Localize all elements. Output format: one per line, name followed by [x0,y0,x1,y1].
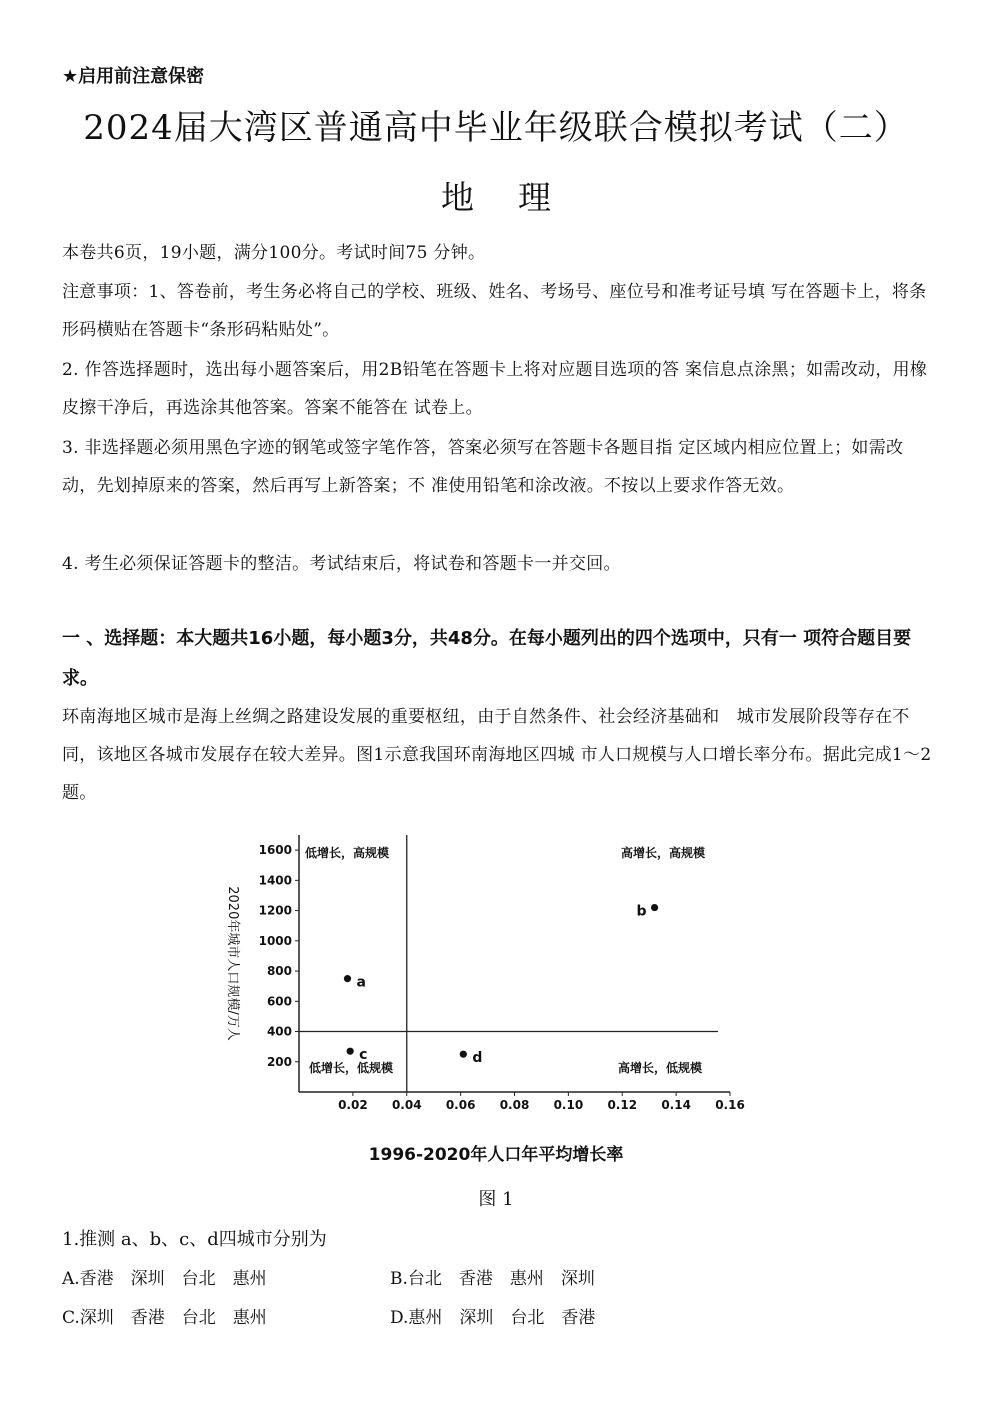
question-1-stem: 1.推测 a、b、c、d四城市分别为 [62,1229,327,1250]
question-stem: 环南海地区城市是海上丝绸之路建设发展的重要枢纽，由于自然条件、社会经济基础和 城市发展阶段等存在不同，该地区各城市发展存在较大差异。图1示意我国环南海地区四城 市人口规模与人口增长率分布。据此完成1～2题。 [62,707,932,803]
data-label-c: c [359,1047,368,1064]
note-2: 2. 作答选择题时，选出每小题答案后，用2B铅笔在答题卡上将对应题目选项的答 案信息点涂黑；如需改动，用橡皮擦干净后，再选涂其他答案。答案不能答在 试卷上。 [62,360,928,418]
option-d[interactable]: D.惠州 深圳 台北 香港 [390,1308,596,1328]
option-a[interactable]: A.香港 深圳 台北 惠州 [62,1269,267,1289]
y-tick-label: 800 [266,964,292,979]
x-tick-label: 0.08 [499,1098,530,1112]
option-b[interactable]: B.台北 香港 惠州 深圳 [390,1269,595,1289]
quadrant-label-bottom-left: 低增长，低规模 [309,1061,394,1075]
y-tick-label: 200 [266,1054,292,1069]
section-heading: 一 、选择题：本大题共16小题，每小题3分，共48分。在每小题列出的四个选项中，只有一 项符合题目要求。 [62,628,912,689]
data-point-c [347,1048,354,1055]
note-3: 3. 非选择题必须用黑色字迹的钢笔或签字笔作答，答案必须写在答题卡各题目指 定区域内相应位置上；如需改动，先划掉原来的答案，然后再写上新答案；不 准使用铅笔和涂改液。不按以上要求作答无效。 [62,438,904,496]
note-1: 注意事项：1、答卷前，考生务必将自己的学校、班级、姓名、考场号、座位号和准考证号填 写在答题卡上，将条形码横贴在答题卡“条形码粘贴处”。 [62,282,927,340]
figure-caption: 图 1 [478,1189,514,1210]
quadrant-label-top-left: 低增长，高规模 [305,846,390,860]
y-tick-label: 1000 [258,933,292,948]
x-tick-label: 0.04 [391,1098,422,1112]
subject-title: 地理 [441,178,595,217]
x-tick-label: 0.06 [445,1098,476,1112]
data-label-a: a [356,974,366,991]
x-tick-label: 0.12 [607,1098,638,1112]
x-tick-label: 0.02 [338,1098,368,1112]
x-tick-label: 0.10 [553,1098,584,1112]
quadrant-label-top-right: 高增长，高规模 [620,846,705,860]
note-4: 4. 考生必须保证答题卡的整洁。考试结束后，将试卷和答题卡一并交回。 [62,554,621,574]
x-tick-label: 0.14 [661,1098,691,1112]
option-c[interactable]: C.深圳 香港 台北 惠州 [62,1308,267,1328]
data-label-d: d [472,1050,483,1067]
confidential-notice: ★启用前注意保密 [62,66,205,87]
scatter-chart [215,830,745,1120]
quadrant-label-bottom-right: 高增长，低规模 [617,1061,702,1075]
y-axis-label: 2020年城市人口规模/万人 [225,886,240,1041]
exam-title: 2024届大湾区普通高中毕业年级联合模拟考试（二） [83,108,909,148]
y-tick-label: 600 [266,994,292,1009]
data-point-a [344,975,351,982]
y-tick-label: 400 [266,1024,292,1039]
y-tick-label: 1200 [258,903,292,918]
y-tick-label: 1600 [258,843,292,858]
y-tick-label: 1400 [258,873,292,888]
data-point-d [460,1051,467,1058]
x-tick-label: 0.16 [715,1098,745,1112]
x-axis-label: 1996-2020年人口年平均增长率 [368,1145,624,1165]
exam-intro: 本卷共6页，19小题，满分100分。考试时间75 分钟。 [62,243,486,263]
data-point-b [651,904,658,911]
data-label-b: b [636,903,647,920]
